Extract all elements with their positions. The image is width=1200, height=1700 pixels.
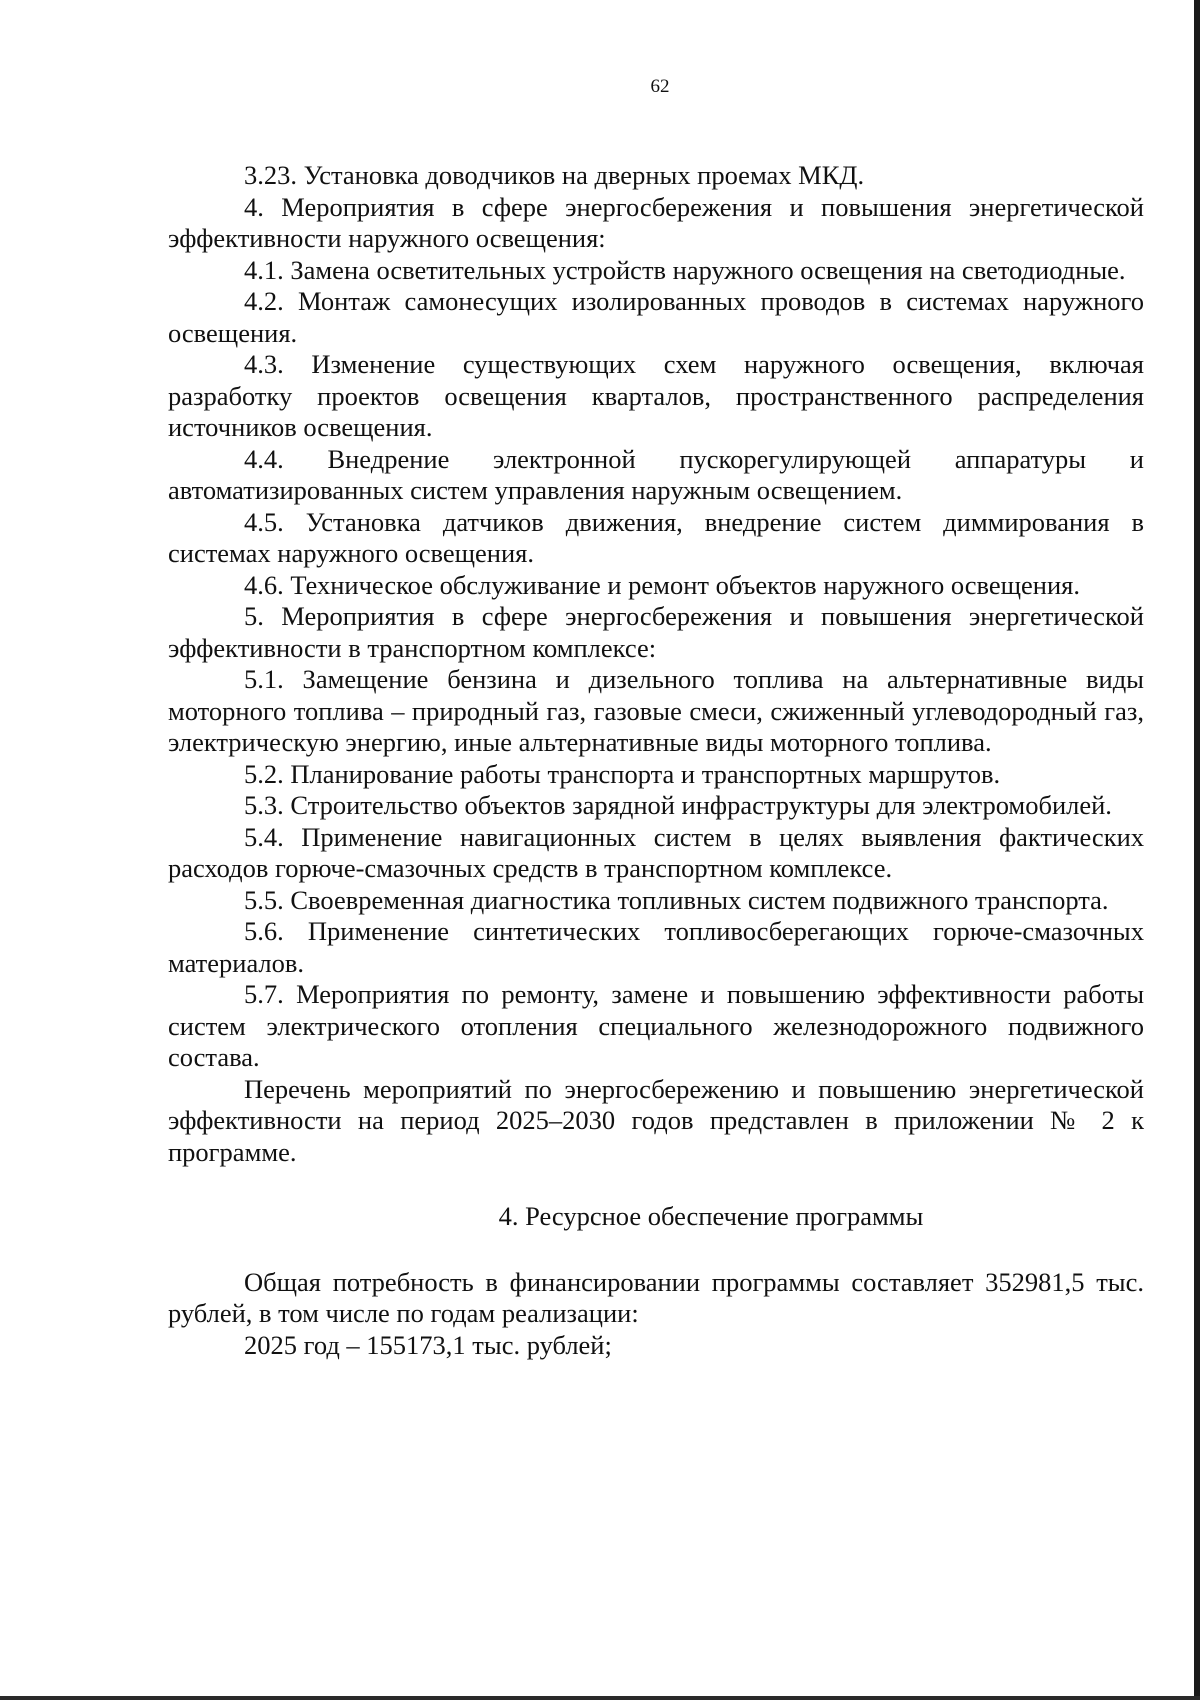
paragraph-5: 5. Мероприятия в сфере энергосбережения и повышения энергетической эффективности в транспортном комплексе: bbox=[168, 601, 1144, 663]
paragraph-4-3: 4.3. Изменение существующих схем наружного освещения, включая разработку проектов освещения кварталов, пространственного распределения источников освещения. bbox=[168, 349, 1144, 442]
paragraph-funding-total: Общая потребность в финансировании программы составляет 352981,5 тыс. рублей, в том числе по годам реализации: bbox=[168, 1266, 1144, 1328]
paragraph-4: 4. Мероприятия в сфере энергосбережения и повышения энергетической эффективности наружного освещения: bbox=[168, 191, 1144, 253]
paragraph-4-1: 4.1. Замена осветительных устройств наружного освещения на светодиодные. bbox=[244, 254, 1126, 285]
paragraph-3-23: 3.23. Установка доводчиков на дверных проемах МКД. bbox=[244, 160, 865, 190]
paragraph-5-5: 5.5. Своевременная диагностика топливных систем подвижного транспорта. bbox=[244, 884, 1109, 915]
paragraph-4-5: 4.5. Установка датчиков движения, внедрение систем диммирования в системах наружного освещения. bbox=[168, 506, 1144, 568]
paragraph-4-6: 4.6. Техническое обслуживание и ремонт объектов наружного освещения. bbox=[244, 569, 1080, 600]
page-number: 62 bbox=[650, 76, 670, 97]
paragraph-5-6: 5.6. Применение синтетических топливосберегающих горюче-смазочных материалов. bbox=[168, 916, 1144, 978]
section-heading: 4. Ресурсное обеспечение программы bbox=[498, 1201, 924, 1231]
paragraph-5-2: 5.2. Планирование работы транспорта и транспортных маршрутов. bbox=[244, 758, 1001, 789]
paragraph-list-reference: Перечень мероприятий по энергосбережению и повышению энергетической эффективности на период 2025–2030 годов представлен в приложении № 2 к программе. bbox=[168, 1073, 1144, 1167]
paragraph-5-4: 5.4. Применение навигационных систем в целях выявления фактических расходов горюче-смазочных средств в транспортном комплексе. bbox=[168, 821, 1144, 883]
paragraph-funding-2025: 2025 год – 155173,1 тыс. рублей; bbox=[244, 1329, 612, 1360]
paragraph-5-1: 5.1. Замещение бензина и дизельного топлива на альтернативные виды моторного топлива – природный газ, газовые смеси, сжиженный углеводородный газ, электрическую энергию, иные альтернативные виды моторного топлива. bbox=[168, 664, 1144, 757]
paragraph-5-3: 5.3. Строительство объектов зарядной инфраструктуры для электромобилей. bbox=[244, 790, 1112, 820]
paragraph-5-7: 5.7. Мероприятия по ремонту, замене и повышению эффективности работы систем электрического отопления специального железнодорожного подвижного состава. bbox=[168, 979, 1144, 1072]
scan-edge-bottom bbox=[0, 1696, 1200, 1700]
document-body bbox=[168, 160, 1144, 1361]
scan-edge-right bbox=[1194, 0, 1200, 1700]
paragraph-4-2: 4.2. Монтаж самонесущих изолированных проводов в системах наружного освещения. bbox=[168, 286, 1144, 348]
paragraph-4-4: 4.4. Внедрение электронной пускорегулирующей аппаратуры и автоматизированных систем управления наружным освещением. bbox=[168, 443, 1144, 505]
